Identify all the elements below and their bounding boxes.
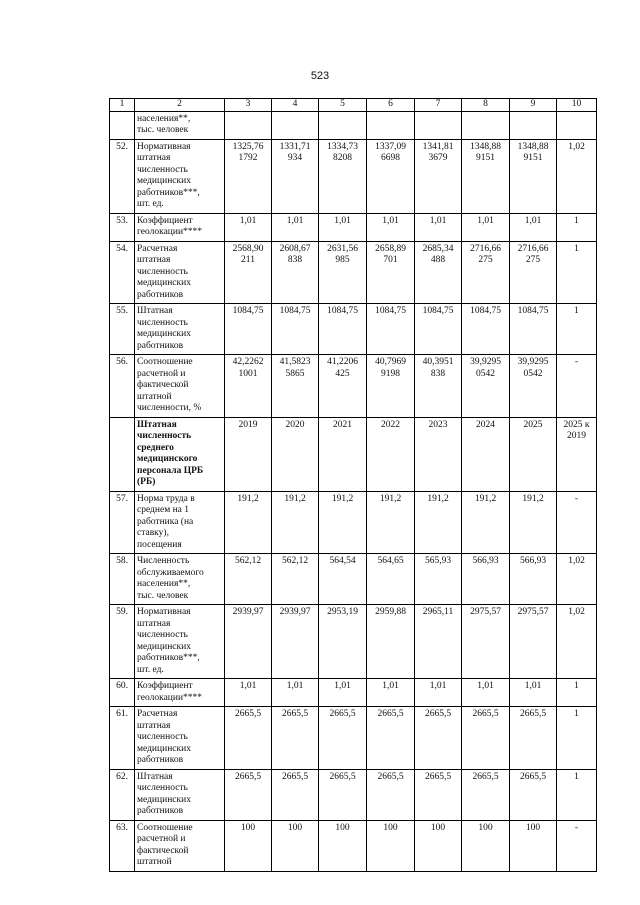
- value-cell: 1,01: [225, 679, 272, 707]
- value-cell: 42,2262 1001: [225, 355, 272, 418]
- table-row: [110, 241, 597, 304]
- row-number: 52.: [110, 139, 135, 213]
- value-cell: 191,2: [272, 491, 319, 554]
- value-cell: 1325,76 1792: [225, 139, 272, 213]
- value-cell: 1,01: [319, 213, 367, 241]
- value-cell: 1,01: [272, 213, 319, 241]
- value-cell: 100: [462, 820, 510, 871]
- row-label: Нормативная штатная численность медицинских работников***, шт. ед.: [135, 605, 225, 679]
- value-cell: 2608,67 838: [272, 241, 319, 304]
- value-cell: 2975,57: [462, 605, 510, 679]
- value-cell: 100: [272, 820, 319, 871]
- row-number: 59.: [110, 605, 135, 679]
- value-cell: 2665,5: [510, 707, 557, 770]
- row-label: Норма труда в среднем на 1 работника (на ставку), посещения: [135, 491, 225, 554]
- value-cell: 2716,66 275: [462, 241, 510, 304]
- value-cell: 1334,73 8208: [319, 139, 367, 213]
- value-cell: [510, 111, 557, 139]
- row-label: Коэффициент геолокации****: [135, 679, 225, 707]
- value-cell: 2024: [462, 417, 510, 491]
- value-cell: 1084,75: [367, 304, 415, 355]
- table-row: [110, 769, 597, 820]
- row-number: 54.: [110, 241, 135, 304]
- column-header: 8: [462, 99, 510, 112]
- value-cell: 1341,81 3679: [415, 139, 462, 213]
- value-cell: 2665,5: [510, 769, 557, 820]
- value-cell: 2939,97: [225, 605, 272, 679]
- column-header: 1: [110, 99, 135, 112]
- row-number: 57.: [110, 491, 135, 554]
- value-cell: 566,93: [510, 554, 557, 605]
- value-cell: 1: [557, 241, 597, 304]
- row-label: Штатная численность медицинских работников: [135, 769, 225, 820]
- value-cell: 1,01: [225, 213, 272, 241]
- column-header: 2: [135, 99, 225, 112]
- table-row: [110, 355, 597, 418]
- row-number: 53.: [110, 213, 135, 241]
- value-cell: 39,9295 0542: [510, 355, 557, 418]
- row-number: 56.: [110, 355, 135, 418]
- value-cell: 1,01: [319, 679, 367, 707]
- value-cell: 2665,5: [319, 707, 367, 770]
- value-cell: 2665,5: [225, 707, 272, 770]
- value-cell: 1,01: [462, 679, 510, 707]
- value-cell: 100: [510, 820, 557, 871]
- value-cell: 2665,5: [462, 707, 510, 770]
- column-header-row: [110, 99, 597, 112]
- value-cell: 1348,88 9151: [462, 139, 510, 213]
- table-row: [110, 820, 597, 871]
- value-cell: 2021: [319, 417, 367, 491]
- value-cell: 2965,11: [415, 605, 462, 679]
- value-cell: 191,2: [225, 491, 272, 554]
- table-row: [110, 679, 597, 707]
- column-header: 7: [415, 99, 462, 112]
- value-cell: 2020: [272, 417, 319, 491]
- value-cell: -: [557, 491, 597, 554]
- column-header: 3: [225, 99, 272, 112]
- value-cell: 1: [557, 304, 597, 355]
- value-cell: 564,54: [319, 554, 367, 605]
- value-cell: 1,01: [272, 679, 319, 707]
- value-cell: 1: [557, 769, 597, 820]
- row-number: 63.: [110, 820, 135, 871]
- page-number: 523: [310, 70, 330, 82]
- value-cell: 2022: [367, 417, 415, 491]
- value-cell: 191,2: [319, 491, 367, 554]
- column-header: 10: [557, 99, 597, 112]
- row-label: Численность обслуживаемого населения**, тыс. человек: [135, 554, 225, 605]
- column-header: 9: [510, 99, 557, 112]
- value-cell: 1084,75: [415, 304, 462, 355]
- value-cell: [225, 111, 272, 139]
- table-row: [110, 554, 597, 605]
- row-number: 61.: [110, 707, 135, 770]
- column-header: 6: [367, 99, 415, 112]
- value-cell: 2665,5: [272, 707, 319, 770]
- row-number: [110, 417, 135, 491]
- value-cell: 2953,19: [319, 605, 367, 679]
- row-label: Соотношение расчетной и фактической штатной численности, %: [135, 355, 225, 418]
- row-number: 62.: [110, 769, 135, 820]
- row-number: 55.: [110, 304, 135, 355]
- value-cell: 41,2206 425: [319, 355, 367, 418]
- value-cell: 191,2: [510, 491, 557, 554]
- value-cell: 1: [557, 707, 597, 770]
- value-cell: 1,01: [415, 213, 462, 241]
- value-cell: 1084,75: [225, 304, 272, 355]
- table-row: [110, 213, 597, 241]
- row-label: Штатная численность среднего медицинского персонала ЦРБ (РБ): [135, 417, 225, 491]
- value-cell: 100: [319, 820, 367, 871]
- table-row: [110, 417, 597, 491]
- value-cell: 1331,71 934: [272, 139, 319, 213]
- staffing-table: [109, 98, 597, 872]
- value-cell: -: [557, 355, 597, 418]
- value-cell: 2665,5: [462, 769, 510, 820]
- value-cell: 2665,5: [272, 769, 319, 820]
- value-cell: 565,93: [415, 554, 462, 605]
- value-cell: [415, 111, 462, 139]
- value-cell: 2568,90 211: [225, 241, 272, 304]
- row-label: Штатная численность медицинских работников: [135, 304, 225, 355]
- value-cell: 1337,09 6698: [367, 139, 415, 213]
- value-cell: 2716,66 275: [510, 241, 557, 304]
- table-row: [110, 491, 597, 554]
- value-cell: 1084,75: [272, 304, 319, 355]
- value-cell: 41,5823 5865: [272, 355, 319, 418]
- value-cell: [557, 111, 597, 139]
- row-number: 58.: [110, 554, 135, 605]
- value-cell: 1084,75: [319, 304, 367, 355]
- value-cell: 1,01: [510, 679, 557, 707]
- value-cell: 100: [225, 820, 272, 871]
- value-cell: 1,01: [415, 679, 462, 707]
- value-cell: 1: [557, 679, 597, 707]
- row-label: Расчетная штатная численность медицинских работников: [135, 241, 225, 304]
- value-cell: 1,02: [557, 605, 597, 679]
- table-row: [110, 111, 597, 139]
- row-label: Коэффициент геолокации****: [135, 213, 225, 241]
- value-cell: 2665,5: [367, 769, 415, 820]
- value-cell: [319, 111, 367, 139]
- value-cell: 562,12: [225, 554, 272, 605]
- value-cell: 2665,5: [319, 769, 367, 820]
- value-cell: 2685,34 488: [415, 241, 462, 304]
- value-cell: 2665,5: [415, 769, 462, 820]
- value-cell: [272, 111, 319, 139]
- row-number: 60.: [110, 679, 135, 707]
- value-cell: 1,01: [462, 213, 510, 241]
- value-cell: 191,2: [367, 491, 415, 554]
- row-label: Нормативная штатная численность медицинских работников***, шт. ед.: [135, 139, 225, 213]
- value-cell: 2023: [415, 417, 462, 491]
- value-cell: 1,01: [367, 213, 415, 241]
- value-cell: 562,12: [272, 554, 319, 605]
- value-cell: 40,3951 838: [415, 355, 462, 418]
- value-cell: -: [557, 820, 597, 871]
- value-cell: 1084,75: [510, 304, 557, 355]
- row-label: Расчетная штатная численность медицинских работников: [135, 707, 225, 770]
- value-cell: 191,2: [415, 491, 462, 554]
- value-cell: 2665,5: [415, 707, 462, 770]
- table-row: [110, 707, 597, 770]
- table-body: [110, 111, 597, 871]
- table-row: [110, 605, 597, 679]
- table-row: [110, 139, 597, 213]
- value-cell: 100: [367, 820, 415, 871]
- column-header: 5: [319, 99, 367, 112]
- value-cell: 1,02: [557, 554, 597, 605]
- column-header: 4: [272, 99, 319, 112]
- value-cell: 2631,56 985: [319, 241, 367, 304]
- value-cell: 191,2: [462, 491, 510, 554]
- value-cell: 1084,75: [462, 304, 510, 355]
- value-cell: 2975,57: [510, 605, 557, 679]
- value-cell: 1,01: [510, 213, 557, 241]
- row-label: Соотношение расчетной и фактической штатной: [135, 820, 225, 871]
- value-cell: 2939,97: [272, 605, 319, 679]
- value-cell: 2025: [510, 417, 557, 491]
- table-row: [110, 304, 597, 355]
- value-cell: 564,65: [367, 554, 415, 605]
- value-cell: 40,7969 9198: [367, 355, 415, 418]
- value-cell: 100: [415, 820, 462, 871]
- value-cell: 2665,5: [367, 707, 415, 770]
- row-label: населения**, тыс. человек: [135, 111, 225, 139]
- value-cell: 2025 к 2019: [557, 417, 597, 491]
- value-cell: 566,93: [462, 554, 510, 605]
- value-cell: 2658,89 701: [367, 241, 415, 304]
- value-cell: 2665,5: [225, 769, 272, 820]
- value-cell: 1: [557, 213, 597, 241]
- value-cell: 1348,88 9151: [510, 139, 557, 213]
- value-cell: 1,01: [367, 679, 415, 707]
- row-number: [110, 111, 135, 139]
- value-cell: [367, 111, 415, 139]
- value-cell: 2019: [225, 417, 272, 491]
- value-cell: 1,02: [557, 139, 597, 213]
- value-cell: 2959,88: [367, 605, 415, 679]
- value-cell: 39,9295 0542: [462, 355, 510, 418]
- value-cell: [462, 111, 510, 139]
